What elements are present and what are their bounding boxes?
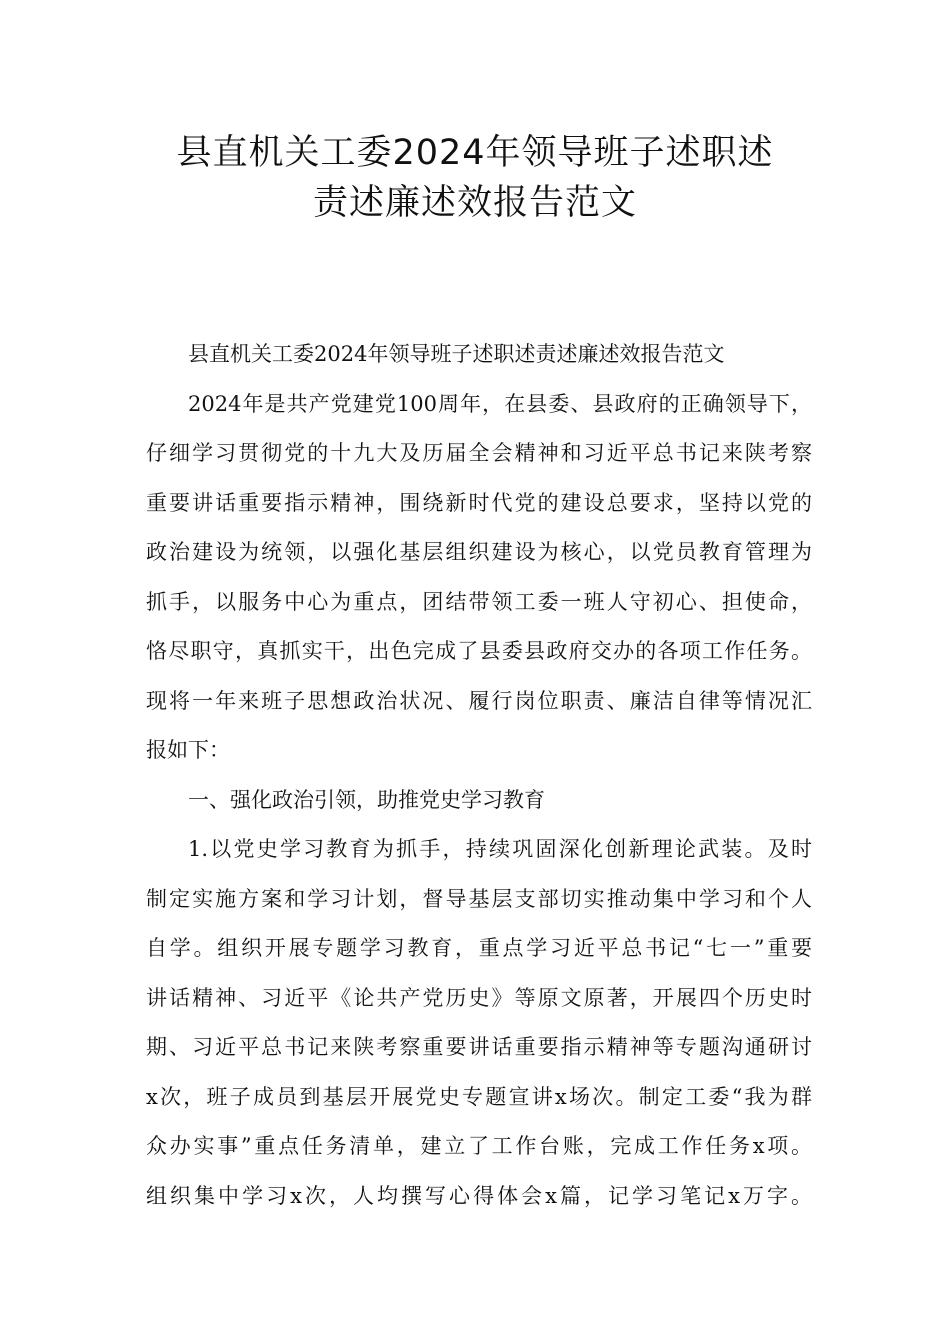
paragraph-line: 抓手，以服务中心为重点，团结带领工委一班人守初心、担使命，: [146, 589, 812, 614]
paragraph-line: 仔细学习贯彻党的十九大及历届全会精神和习近平总书记来陕考察: [146, 441, 812, 465]
paragraph-line: 众办实事”重点任务清单，建立了工作台账，完成工作任务x项。: [146, 1134, 812, 1158]
paragraph-line: 2024年是共产党建党100周年，在县委、县政府的正确领导下，: [188, 391, 812, 416]
paragraph-line: 自学。组织开展专题学习教育，重点学习近平总书记“七一”重要: [146, 936, 812, 960]
title-line-1: 县直机关工委2024年领导班子述职述: [176, 133, 774, 173]
paragraph-line: 期、习近平总书记来陕考察重要讲话重要指示精神等专题沟通研讨: [146, 1035, 812, 1059]
paragraph-line: 现将一年来班子思想政治状况、履行岗位职责、廉洁自律等情况汇: [146, 688, 812, 713]
paragraph-line: 政治建设为统领，以强化基层组织建设为核心，以党员教育管理为: [146, 540, 812, 564]
subtitle-paragraph: 县直机关工委2024年领导班子述职述责述廉述效报告范文: [188, 342, 725, 366]
paragraph-line: x次，班子成员到基层开展党史专题宣讲x场次。制定工委“我为群: [146, 1084, 812, 1109]
paragraph-line: 组织集中学习x次，人均撰写心得体会x篇，记学习笔记x万字。: [146, 1183, 812, 1208]
paragraph-line: 恪尽职守，真抓实干，出色完成了县委县政府交办的各项工作任务。: [146, 639, 812, 663]
document-title: [0, 128, 950, 228]
paragraph-line: 讲话精神、习近平《论共产党历史》等原文原著，开展四个历史时: [146, 985, 812, 1010]
paragraph-line: 1.以党史学习教育为抓手，持续巩固深化创新理论武装。及时: [188, 837, 812, 861]
document-body: [146, 330, 812, 1221]
title-line-2: 责述廉述效报告范文: [312, 183, 637, 223]
section-heading: 一、强化政治引领，助推党史学习教育: [188, 787, 545, 812]
paragraph-line: 制定实施方案和学习计划，督导基层支部切实推动集中学习和个人: [146, 886, 812, 911]
paragraph-line: 重要讲话重要指示精神，围绕新时代党的建设总要求，坚持以党的: [146, 490, 812, 515]
paragraph-line: 报如下：: [146, 738, 230, 762]
